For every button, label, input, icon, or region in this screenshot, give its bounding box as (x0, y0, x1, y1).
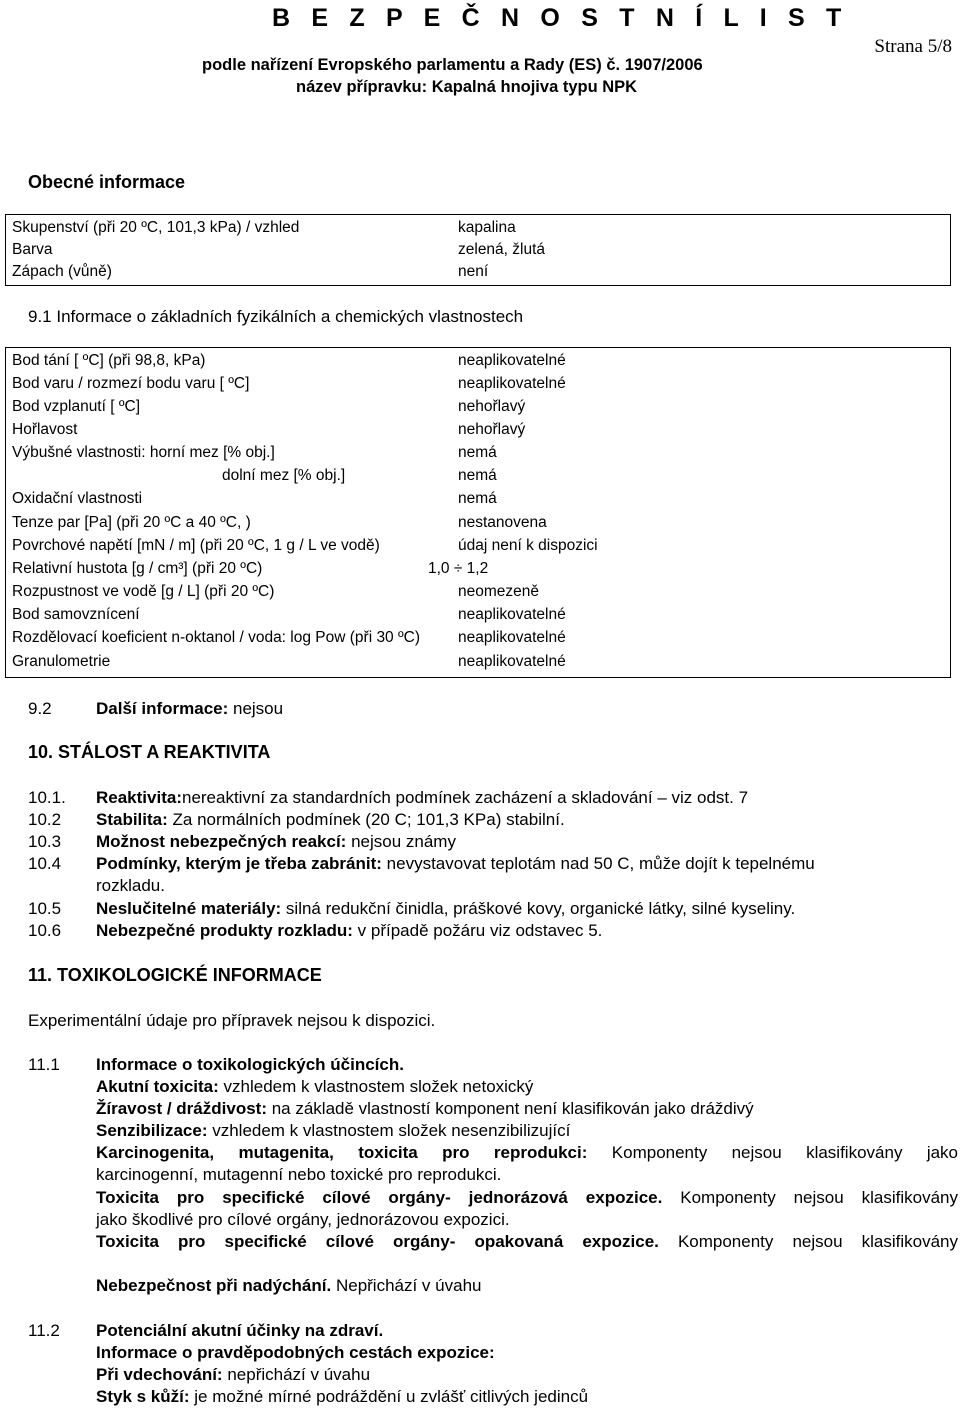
property-value: neaplikovatelné (458, 352, 566, 369)
item-label: Nebezpečnost při nadýchání. (96, 1276, 332, 1295)
property-value: nemá (458, 467, 497, 484)
item-label: Nebezpečné produkty rozkladu: (96, 921, 353, 940)
general-table (5, 214, 951, 286)
item-10-3 (96, 832, 456, 852)
general-label: Barva (12, 241, 53, 258)
property-label: Bod samovznícení (12, 606, 140, 623)
item-label: Možnost nebezpečných reakcí: (96, 832, 347, 851)
item-text: Nepřichází v úvahu (331, 1276, 482, 1295)
property-value: neaplikovatelné (458, 653, 566, 670)
item-text: nereaktivní za standardních podmínek zacházení a skladování – viz odst. 7 (181, 788, 749, 807)
regulation-line: podle nařízení Evropského parlamentu a Rady (ES) č. 1907/2006 (202, 56, 703, 74)
item-number: 10.4 (28, 854, 62, 873)
item-label: Podmínky, kterým je třeba zabránit: (96, 854, 382, 873)
item-number: 10.3 (28, 832, 62, 851)
section-10-heading: 10. STÁLOST A REAKTIVITA (28, 742, 271, 762)
property-label: Bod varu / rozmezí bodu varu [ ºC] (12, 375, 250, 392)
stot-single-continuation: jako škodlivé pro cílové orgány, jednorázovou expozici. (96, 1210, 510, 1229)
property-value: neaplikovatelné (458, 606, 566, 623)
property-value: nestanovena (458, 514, 547, 531)
section-11-intro: Experimentální údaje pro přípravek nejsou k dispozici. (28, 1011, 436, 1030)
item-text: silná redukční činidla, práškové kovy, organické látky, silné kyseliny. (281, 899, 796, 918)
property-label: Rozdělovací koeficient n-oktanol / voda: log Pow (při 30 ºC) (12, 629, 421, 646)
item-text: v případě požáru viz odstavec 5. (352, 921, 603, 940)
stot-single (96, 1188, 958, 1208)
item-text: Komponenty nejsou klasifikovány (658, 1232, 958, 1251)
corrosion-irritation (96, 1099, 754, 1119)
property-value: neomezeně (458, 583, 540, 600)
item-10-2 (96, 810, 565, 830)
property-label: dolní mez [% obj.] (222, 467, 346, 484)
property-label: Rozpustnost ve vodě [g / L] (při 20 ºC) (12, 583, 275, 600)
item-text: je možné mírné podráždění u zvlášť citlivých jedinců (189, 1387, 589, 1406)
item-label: Akutní toxicita: (96, 1077, 219, 1096)
item-label: Žíravost / dráždivost: (96, 1099, 267, 1118)
item-text: nevystavovat teplotám nad 50 C, může dojít k tepelnému (381, 854, 815, 873)
general-value: zelená, žlutá (458, 241, 546, 258)
general-label: Zápach (vůně) (12, 263, 112, 280)
property-value: neaplikovatelné (458, 629, 566, 646)
property-label: Granulometrie (12, 653, 111, 670)
property-value: nemá (458, 490, 497, 507)
item-text: na základě vlastností komponent není klasifikován jako dráždivý (266, 1099, 754, 1118)
property-value: 1,0 ÷ 1,2 (428, 560, 489, 577)
item-text: nejsou známy (346, 832, 456, 851)
item-label: Při vdechování: (96, 1365, 223, 1384)
item-text: vzhledem k vlastnostem složek nesenzibilizující (207, 1121, 571, 1140)
property-value: neaplikovatelné (458, 375, 566, 392)
section-9-1-heading: 9.1 Informace o základních fyzikálních a chemických vlastnostech (28, 307, 524, 326)
property-label: Výbušné vlastnosti: horní mez [% obj.] (12, 444, 275, 461)
aspiration-hazard (96, 1276, 481, 1296)
item-number: 10.1. (28, 788, 66, 807)
item-text: nepřichází v úvahu (222, 1365, 371, 1384)
item-label: Toxicita pro specifické cílové orgány- jednorázová expozice. (96, 1188, 663, 1207)
item-number: 10.2 (28, 810, 62, 829)
item-text: Za normálních podmínek (20 C; 101,3 KPa) stabilní. (167, 810, 565, 829)
general-label: Skupenství (při 20 ºC, 101,3 kPa) / vzhled (12, 219, 300, 236)
item-label: Karcinogenita, mutagenita, toxicita pro reprodukci: (96, 1143, 588, 1162)
property-value: nemá (458, 444, 497, 461)
item-text: vzhledem k vlastnostem složek netoxický (218, 1077, 534, 1096)
general-value: kapalina (458, 219, 516, 236)
property-label: Povrchové napětí [mN / m] (při 20 ºC, 1 g / L ve vodě) (12, 537, 380, 554)
sensitisation (96, 1121, 570, 1141)
physchem-table (5, 347, 951, 678)
general-heading: Obecné informace (28, 172, 186, 192)
item-10-6 (96, 921, 602, 941)
item-10-4 (96, 854, 815, 874)
page-number: Strana 5/8 (874, 36, 952, 57)
item-label: Styk s kůží: (96, 1387, 190, 1406)
item-label: Reaktivita: (96, 788, 182, 807)
section-value: nejsou (228, 699, 284, 718)
section-label: Další informace: (96, 699, 229, 718)
document-title: B E Z P E Č N O S T N Í L I S T (272, 4, 849, 32)
item-11-1-title: Informace o toxikologických účincích. (96, 1055, 404, 1074)
product-name: název přípravku: Kapalná hnojiva typu NPK (296, 78, 638, 96)
item-continuation: rozkladu. (96, 876, 165, 895)
item-10-5 (96, 899, 795, 919)
item-10-1 (96, 788, 748, 808)
cmr-continuation: karcinogenní, mutagenní nebo toxické pro reprodukci. (96, 1165, 502, 1184)
item-label: Neslučitelné materiály: (96, 899, 282, 918)
inhalation (96, 1365, 370, 1385)
property-value: nehořlavý (458, 398, 526, 415)
property-value: nehořlavý (458, 421, 526, 438)
exposure-routes: Informace o pravděpodobných cestách expozice: (96, 1343, 495, 1362)
general-value: není (458, 263, 489, 280)
item-text: Komponenty nejsou klasifikovány (662, 1188, 958, 1207)
property-label: Hořlavost (12, 421, 78, 438)
property-value: údaj není k dispozici (458, 537, 598, 554)
cmr (96, 1143, 958, 1163)
section-number: 9.2 (28, 699, 52, 718)
item-label: Stabilita: (96, 810, 168, 829)
skin-contact (96, 1387, 588, 1407)
item-11-2-title: Potenciální akutní účinky na zdraví. (96, 1321, 384, 1340)
property-label: Bod tání [ ºC] (při 98,8, kPa) (12, 352, 206, 369)
acute-toxicity (96, 1077, 533, 1097)
item-label: Toxicita pro specifické cílové orgány- opakovaná expozice. (96, 1232, 659, 1251)
item-number: 10.5 (28, 899, 62, 918)
section-11-heading: 11. TOXIKOLOGICKÉ INFORMACE (28, 965, 322, 985)
section-9-2 (96, 699, 283, 719)
item-label: Senzibilizace: (96, 1121, 208, 1140)
stot-repeated (96, 1232, 958, 1252)
item-number: 11.1 (28, 1055, 60, 1074)
property-label: Oxidační vlastnosti (12, 490, 143, 507)
property-label: Tenze par [Pa] (při 20 ºC a 40 ºC, ) (12, 514, 251, 531)
item-number: 11.2 (28, 1321, 60, 1340)
item-text: Komponenty nejsou klasifikovány jako (587, 1143, 959, 1162)
property-label: Relativní hustota [g / cm³] (při 20 ºC) (12, 560, 263, 577)
item-number: 10.6 (28, 921, 62, 940)
property-label: Bod vzplanutí [ ºC] (12, 398, 141, 415)
